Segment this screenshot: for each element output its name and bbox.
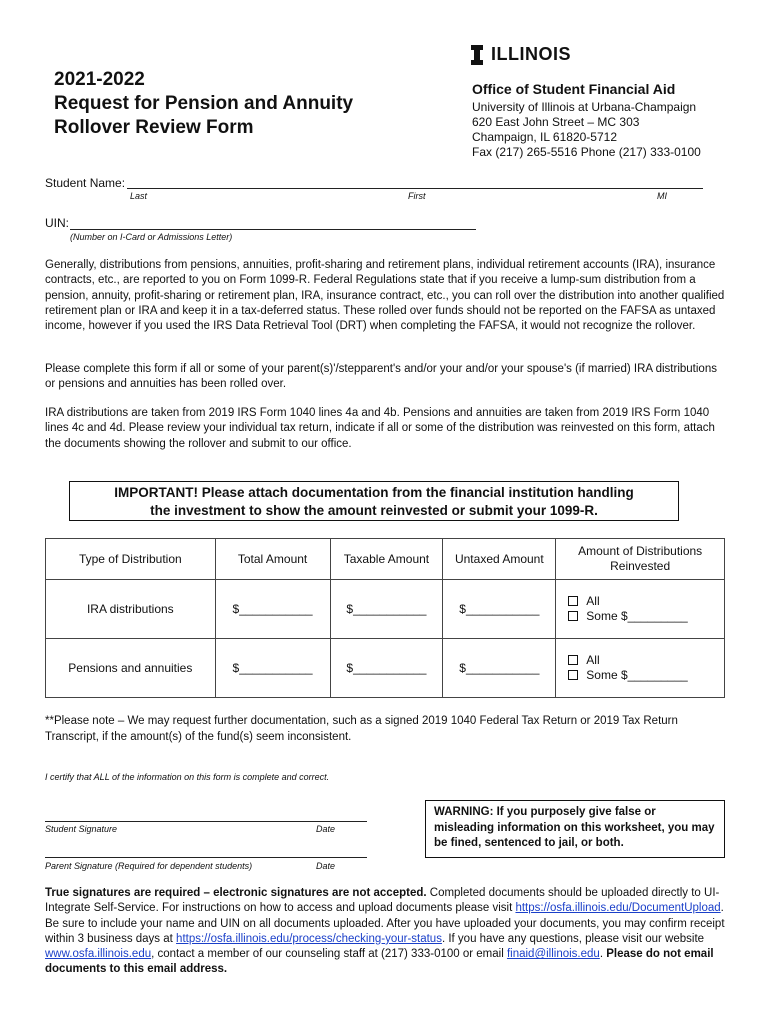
warning-notice: WARNING: If you purposely give false or misleading information on this worksheet, you may be fined, sentenced to jail, or both. (425, 800, 725, 858)
checkbox-icon[interactable] (568, 670, 578, 680)
title-line3: Rollover Review Form (54, 117, 254, 138)
total-amount-field[interactable]: $___________ (215, 580, 330, 639)
checkbox-icon[interactable] (568, 611, 578, 621)
parent-signature-line[interactable] (45, 857, 367, 858)
untaxed-amount-field[interactable]: $___________ (443, 639, 556, 698)
office-city: Champaign, IL 61820-5712 (472, 130, 617, 144)
intro-paragraph (45, 258, 727, 334)
all-option[interactable] (568, 594, 724, 609)
office-university: University of Illinois at Urbana-Champaign (472, 100, 697, 114)
footer-text-3: . If you have any questions, please visit our website (441, 932, 705, 945)
checkbox-icon[interactable] (568, 655, 578, 665)
paragraph-1099r: Generally, distributions from pensions, annuities, profit-sharing and retirement plans, individual retirement accounts (IRA), insurance contracts, etc., are reported to you on Form 1099-R. Federal Regulations state that if you receive a lump-sum distribution from a pension, annuity, profit-sharing or retirement plan, IRA, insurance contract, etc., you can roll over the distribution into another qualified retirement plan or IRA and keep it in a tax-deferred status. These rolled over funds should not be reported on the FAFSA as untaxed income, however if you used the IRS Data Retrieval Tool (DRT) when completing the FAFSA, it would not recognize the rollover. (45, 259, 725, 333)
form-title (54, 68, 353, 140)
office-name: Office of Student Financial Aid (472, 81, 676, 97)
checkbox-icon[interactable] (568, 596, 578, 606)
parent-date-caption: Date (316, 861, 336, 871)
important-notice (69, 481, 679, 521)
office-street: 620 East John Street – MC 303 (472, 115, 640, 129)
title-year: 2021-2022 (54, 69, 145, 90)
table-row (46, 639, 725, 698)
first-name-caption: First (408, 191, 426, 201)
paragraph-ira-lines: IRA distributions are taken from 2019 IRS Form 1040 lines 4a and 4b. Pensions and annuities are taken from 2019 IRS Form 1040 lines 4c and 4d. Please review your individual tax return, indicate if all or some of the distribution was reinvested on this form, attach the documents showing the rollover and submit to our office. (45, 407, 715, 450)
student-name-field[interactable] (127, 188, 703, 189)
document-upload-link[interactable]: https://osfa.illinois.edu/DocumentUpload (515, 902, 721, 915)
footer-text-5: . (599, 948, 607, 961)
certify-statement: I certify that ALL of the information on this form is complete and correct. (45, 772, 330, 782)
documentation-note: **Please note – We may request further documentation, such as a signed 2019 1040 Federal Tax Return or 2019 Tax Return Transcript, if the amount(s) of the fund(s) seem inconsistent. (45, 715, 678, 743)
important-line1: IMPORTANT! Please attach documentation from the financial institution handling (114, 485, 634, 500)
all-label: All (586, 594, 600, 608)
illinois-logo (471, 44, 571, 65)
table-row (46, 580, 725, 639)
row-type: IRA distributions (46, 580, 216, 639)
instructions-paragraph (45, 362, 727, 393)
uin-hint: (Number on I-Card or Admissions Letter) (70, 232, 233, 242)
footer-bold-no-email: Please do not email documents to this email address. (45, 948, 714, 976)
checking-status-link[interactable]: https://osfa.illinois.edu/process/checking-your-status (176, 932, 442, 945)
total-amount-field[interactable]: $___________ (215, 639, 330, 698)
website-link[interactable]: www.osfa.illinois.edu (45, 948, 152, 961)
reinvested-cell (556, 639, 725, 698)
all-label: All (586, 653, 600, 667)
taxable-amount-field[interactable]: $___________ (330, 580, 443, 639)
uin-field[interactable] (70, 229, 476, 230)
uin-label: UIN: (45, 216, 69, 230)
row-type: Pensions and annuities (46, 639, 216, 698)
title-line2: Request for Pension and Annuity (54, 93, 354, 114)
student-signature-caption: Student Signature (45, 824, 118, 834)
distribution-table (45, 538, 725, 698)
footer-text-4: , contact a member of our counseling staff at (217) 333-0100 or email (151, 948, 507, 961)
mi-caption: MI (657, 191, 667, 201)
important-line2: the investment to show the amount reinvested or submit your 1099-R. (150, 503, 598, 518)
taxable-amount-field[interactable]: $___________ (330, 639, 443, 698)
some-label: Some $_________ (586, 609, 688, 623)
table-header-row (46, 539, 725, 580)
student-date-caption: Date (316, 824, 336, 834)
some-option[interactable] (568, 668, 724, 683)
some-option[interactable] (568, 609, 724, 624)
footer-text-1: Completed documents should be uploaded directly to UI-Integrate Self-Service. For instructions on how to access and upload documents please visit (45, 887, 720, 915)
footer-text-2: . Be sure to include your name and UIN on all documents uploaded. After you have uploaded your documents, you may confirm receipt within 3 business days at (45, 902, 725, 945)
logo-text: ILLINOIS (491, 44, 571, 64)
paragraph-complete-form: Please complete this form if all or some of your parent(s)'/stepparent's and/or your and/or your spouse's (if married) IRA distributions or pensions and annuities has been rolled over. (45, 363, 717, 391)
student-name-label: Student Name: (45, 176, 126, 190)
block-i-icon (471, 45, 483, 65)
all-option[interactable] (568, 653, 724, 668)
header-untaxed: Untaxed Amount (443, 539, 556, 580)
parent-signature-caption: Parent Signature (Required for dependent students) (45, 861, 253, 871)
office-contact: Fax (217) 265-5516 Phone (217) 333-0100 (472, 145, 701, 159)
header-type: Type of Distribution (46, 539, 216, 580)
header-taxable: Taxable Amount (330, 539, 443, 580)
last-name-caption: Last (130, 191, 148, 201)
footer-bold-signatures: True signatures are required – electronic signatures are not accepted. (45, 887, 427, 899)
some-label: Some $_________ (586, 668, 688, 682)
student-signature-line[interactable] (45, 821, 367, 822)
email-link[interactable]: finaid@illinois.edu (506, 948, 600, 961)
reinvested-cell (556, 580, 725, 639)
ira-paragraph (45, 406, 727, 452)
header-reinvested: Amount of Distributions Reinvested (556, 539, 725, 580)
office-address (472, 82, 701, 160)
untaxed-amount-field[interactable]: $___________ (443, 580, 556, 639)
header-total: Total Amount (215, 539, 330, 580)
footer-instructions (45, 886, 725, 978)
